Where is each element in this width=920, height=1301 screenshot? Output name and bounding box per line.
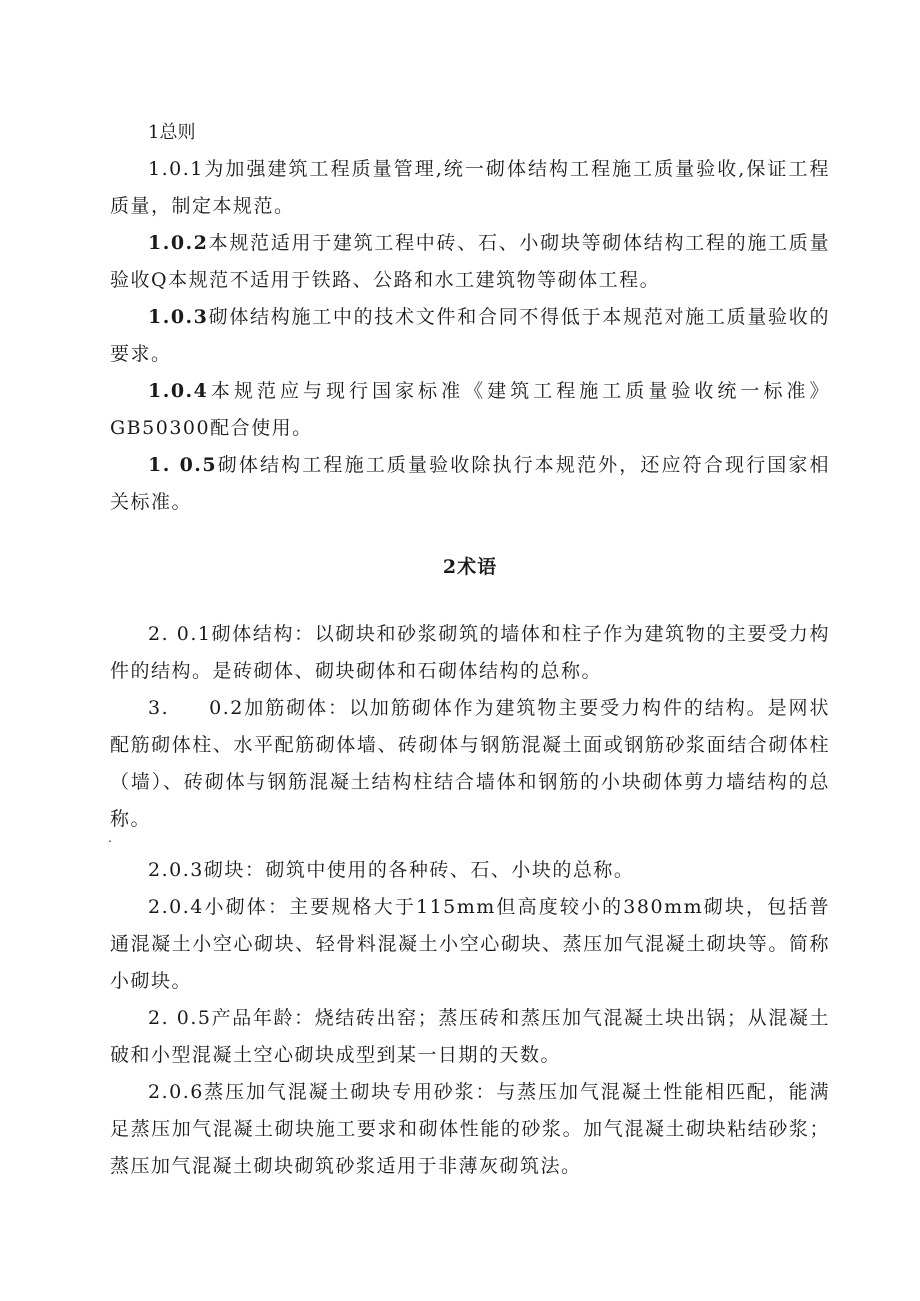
clause-text: 本规范应与现行国家标准《建筑工程施工质量验收统一标准》GB50300配合使用。	[110, 380, 830, 439]
clause-text: 砌块：砌筑中使用的各种砖、石、小块的总称。	[203, 859, 635, 881]
clause-number: 2.0.3	[148, 859, 204, 881]
document-body	[110, 114, 830, 1185]
clause-1-0-3	[110, 299, 830, 373]
clause-text: 砌体结构工程施工质量验收除执行本规范外，还应符合现行国家相关标准。	[110, 454, 830, 513]
stray-dot: .	[108, 831, 114, 845]
clause-1-0-5	[110, 447, 830, 521]
clause-number: 1. 0.5	[148, 454, 218, 476]
clause-2-0-4	[110, 889, 830, 1000]
clause-2-0-3	[110, 852, 830, 889]
clause-2-0-2	[110, 690, 830, 838]
section-1-title: 1总则	[148, 122, 196, 143]
clause-number: 1.0.3	[148, 306, 209, 328]
clause-text: 加筋砌体：以加筋砌体作为建筑物主要受力构件的结构。是网状配筋砌体柱、水平配筋砌体墙、砖砌体与钢筋混凝土面或钢筋砂浆面结合砌体柱（墙）、砖砌体与钢筋混凝土结构柱结合墙体和钢筋的小块砌体剪力墙结构的总称。	[110, 697, 830, 830]
clause-text: 砌体结构施工中的技术文件和合同不得低于本规范对施工质量验收的要求。	[110, 306, 830, 365]
clause-text: 为加强建筑工程质量管理,统一砌体结构工程施工质量验收,保证工程质量，制定本规范。	[110, 158, 830, 217]
clause-number: 2.0.4	[148, 896, 204, 918]
clause-2-0-6	[110, 1074, 830, 1185]
clause-1-0-1	[110, 151, 830, 225]
clause-text: 小砌体：主要规格大于115mm但高度较小的380mm砌块，包括普通混凝土小空心砌块、轻骨料混凝土小空心砌块、蒸压加气混凝土砌块等。简称小砌块。	[110, 896, 830, 992]
clause-number-part-b: 0.2	[209, 697, 244, 719]
clause-number: 2. 0.5	[148, 1007, 212, 1029]
clause-1-0-2	[110, 225, 830, 299]
clause-text: 本规范适用于建筑工程中砖、石、小砌块等砌体结构工程的施工质量验收Q本规范不适用于铁路、公路和水工建筑物等砌体工程。	[110, 232, 830, 291]
clause-number-part-a: 3.	[148, 697, 170, 719]
section-2-title: 2术语	[442, 556, 498, 578]
clause-number: 1.0.1	[148, 158, 204, 180]
clause-text: 砌体结构：以砌块和砂浆砌筑的墙体和柱子作为建筑物的主要受力构件的结构。是砖砌体、砌块砌体和石砌体结构的总称。	[110, 623, 830, 682]
clause-text: 蒸压加气混凝土砌块专用砂浆：与蒸压加气混凝土性能相匹配，能满足蒸压加气混凝土砌块施工要求和砌体性能的砂浆。加气混凝土砌块粘结砂浆；蒸压加气混凝土砌块砌筑砂浆适用于非薄灰砌筑法。	[110, 1081, 830, 1177]
clause-1-0-4	[110, 373, 830, 447]
clause-2-0-5	[110, 1000, 830, 1074]
clause-number: 1.0.4	[148, 380, 209, 402]
clause-number: 2.0.6	[148, 1081, 204, 1103]
clause-2-0-1	[110, 616, 830, 690]
clause-number: 2. 0.1	[148, 623, 212, 645]
clause-text: 产品年龄：烧结砖出窑；蒸压砖和蒸压加气混凝土块出锅；从混凝土破和小型混凝土空心砌块成型到某一日期的天数。	[110, 1007, 830, 1066]
clause-number: 1.0.2	[148, 232, 209, 254]
